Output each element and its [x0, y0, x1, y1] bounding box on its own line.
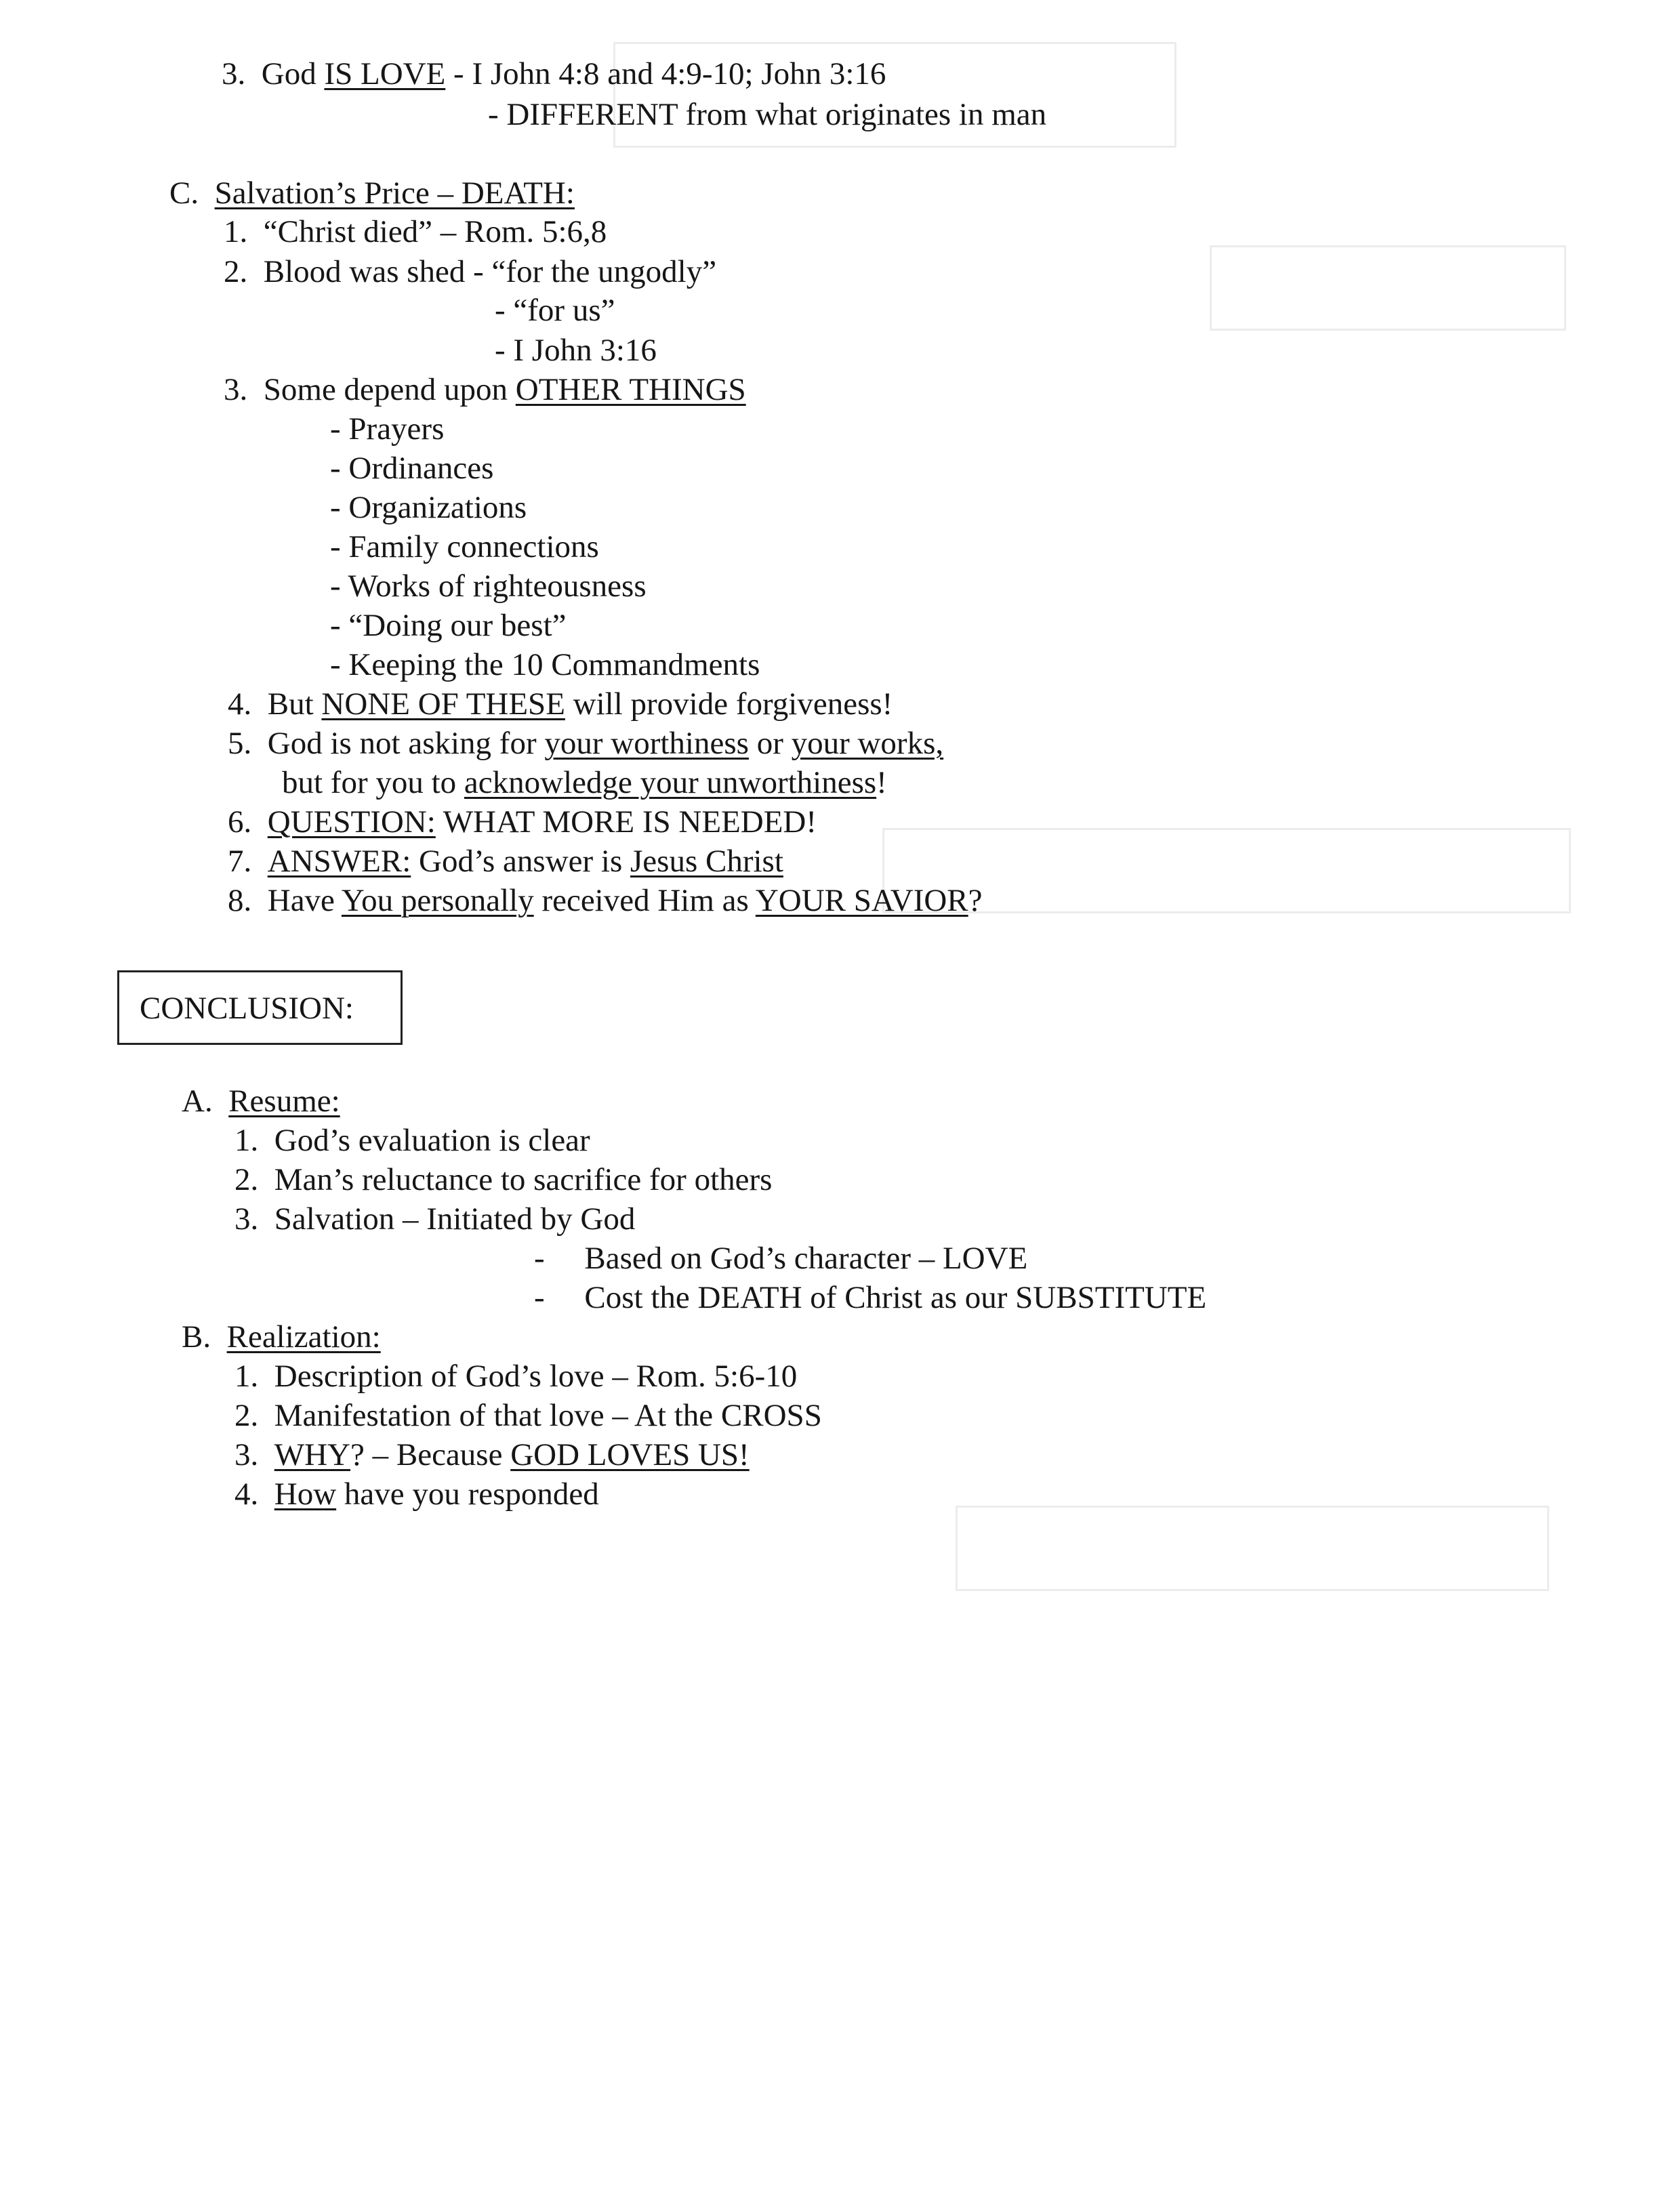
other-thing-organizations: - Organizations	[330, 490, 527, 525]
underlined-your-worthiness: your worthiness	[544, 726, 749, 761]
underlined-acknowledge: acknowledge your unworthiness	[464, 765, 877, 800]
underlined-question: QUESTION:	[267, 804, 436, 840]
underlined-how: How	[274, 1477, 337, 1512]
bleed-through-box-section1	[882, 828, 1571, 913]
a-item-2: 2. Man’s reluctance to sacrifice for others	[234, 1162, 773, 1197]
b-item-1: 1. Description of God’s love – Rom. 5:6-10	[234, 1359, 798, 1394]
conclusion-label: CONCLUSION:	[140, 991, 354, 1026]
underlined-answer: ANSWER:	[267, 844, 411, 879]
c-item-8: 8. Have You personally received Him as YOUR SAVIOR?	[228, 883, 983, 918]
salvations-price-heading: Salvation’s Price – DEATH:	[214, 176, 575, 211]
c-item-2: 2. Blood was shed - “for the ungodly”	[224, 254, 717, 289]
c-item-6: 6. QUESTION: WHAT MORE IS NEEDED!	[228, 804, 817, 840]
other-thing-commandments: - Keeping the 10 Commandments	[330, 647, 760, 682]
a-item-1: 1. God’s evaluation is clear	[234, 1123, 590, 1158]
b-item-4: 4. How have you responded	[234, 1477, 599, 1512]
section-b-heading: B. Realization:	[182, 1319, 381, 1355]
other-thing-doing-best: - “Doing our best”	[330, 608, 567, 643]
underlined-why: WHY	[274, 1437, 350, 1472]
c-item-2-sub-1: - “for us”	[495, 293, 615, 328]
underlined-god-loves-us: GOD LOVES US!	[510, 1437, 750, 1472]
item-3-continuation: - DIFFERENT from what originates in man	[488, 97, 1047, 132]
c-item-3: 3. Some depend upon OTHER THINGS	[224, 372, 746, 407]
c-item-4: 4. But NONE OF THESE will provide forgiveness!	[228, 686, 893, 722]
item-number: 3.	[222, 56, 246, 91]
b-item-2: 2. Manifestation of that love – At the CROSS	[234, 1398, 822, 1433]
section-c-heading: C. Salvation’s Price – DEATH:	[169, 176, 575, 211]
underlined-jesus-christ: Jesus Christ	[630, 844, 783, 879]
other-thing-prayers: - Prayers	[330, 411, 445, 447]
bleed-through-box-intro	[1210, 245, 1566, 331]
c-item-5-continuation: but for you to acknowledge your unworthiness!	[282, 765, 887, 800]
other-thing-works: - Works of righteousness	[330, 569, 647, 604]
b-item-3: 3. WHY? – Because GOD LOVES US!	[234, 1437, 750, 1472]
underlined-your-savior: YOUR SAVIOR	[755, 883, 968, 918]
underlined-you-personally: You personally	[341, 883, 534, 918]
other-thing-ordinances: - Ordinances	[330, 451, 494, 486]
a-item-3-sub-2: - Cost the DEATH of Christ as our SUBSTITUTE	[534, 1280, 1207, 1315]
underlined-is-love: IS LOVE	[324, 56, 446, 91]
item-3-god-is-love: 3. God IS LOVE - I John 4:8 and 4:9-10; John 3:16	[222, 56, 886, 91]
section-a-heading: A. Resume:	[182, 1083, 340, 1119]
a-item-3-sub-1: - Based on God’s character – LOVE	[534, 1241, 1028, 1276]
underlined-other-things: OTHER THINGS	[515, 372, 746, 407]
c-item-1: 1. “Christ died” – Rom. 5:6,8	[224, 214, 607, 249]
c-item-5: 5. God is not asking for your worthiness or your works,	[228, 726, 944, 761]
a-item-3: 3. Salvation – Initiated by God	[234, 1201, 636, 1237]
c-item-2-sub-2: - I John 3:16	[495, 333, 657, 368]
resume-heading: Resume:	[228, 1083, 340, 1119]
underlined-none-of-these: NONE OF THESE	[321, 686, 565, 722]
conclusion-box	[117, 970, 403, 1045]
c-item-7: 7. ANSWER: God’s answer is Jesus Christ	[228, 844, 783, 879]
other-thing-family: - Family connections	[330, 529, 599, 564]
underlined-your-works: your works,	[791, 726, 944, 761]
bleed-through-box-section2	[956, 1506, 1549, 1591]
realization-heading: Realization:	[226, 1319, 381, 1355]
